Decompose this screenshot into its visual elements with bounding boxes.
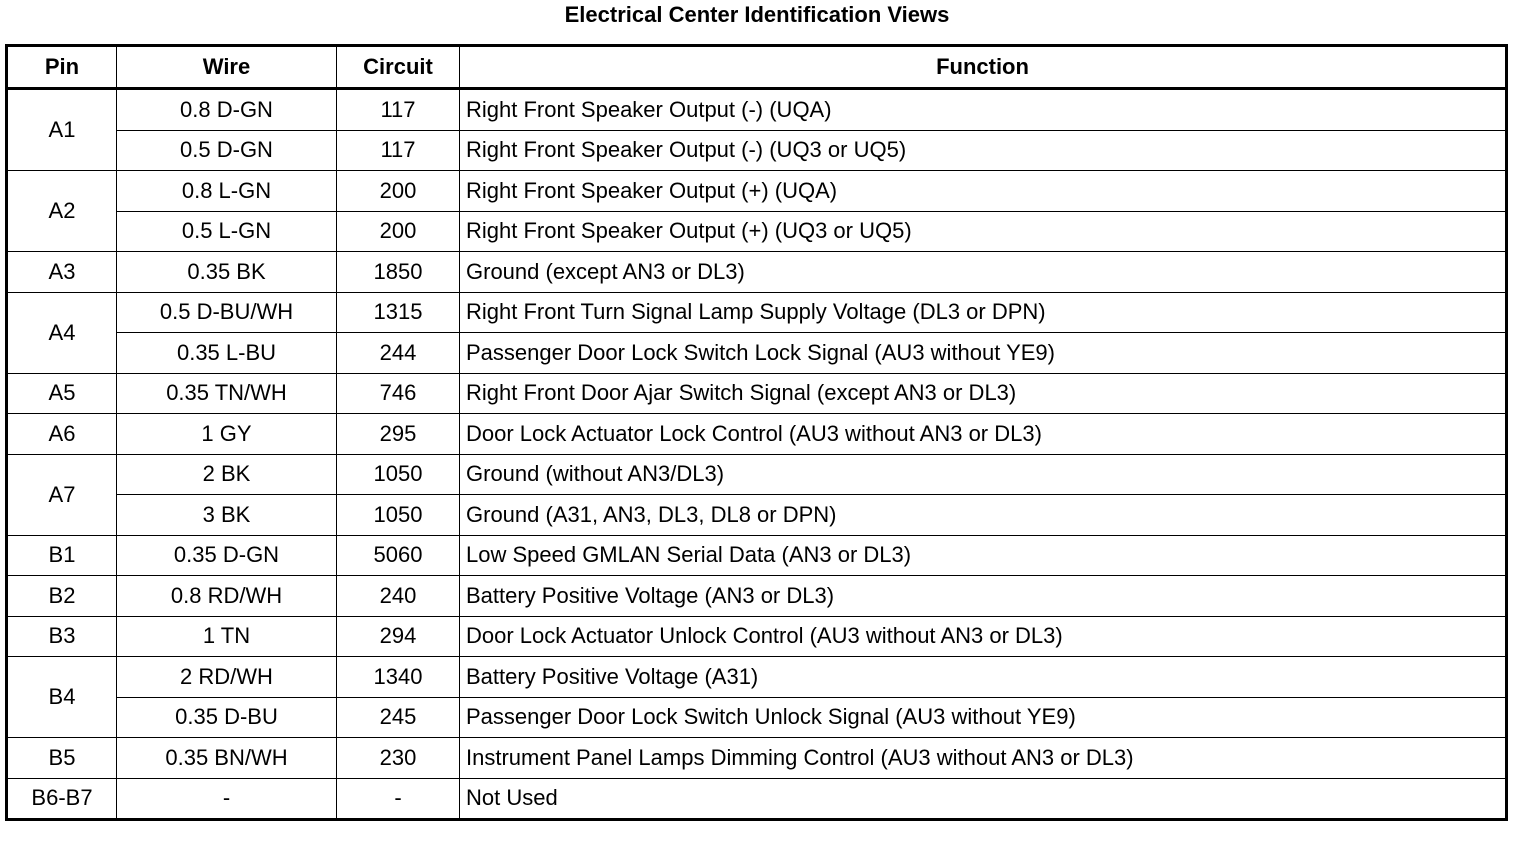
table-row	[7, 333, 1507, 374]
circuit-cell: 5060	[337, 535, 460, 576]
wire-cell: 3 BK	[117, 495, 337, 536]
function-cell: Right Front Door Ajar Switch Signal (except AN3 or DL3)	[460, 373, 1507, 414]
wire-cell: 0.5 D-BU/WH	[117, 292, 337, 333]
wire-cell: 2 BK	[117, 454, 337, 495]
table-row	[7, 535, 1507, 576]
pin-cell: A3	[7, 252, 117, 293]
circuit-cell: 200	[337, 211, 460, 252]
wire-cell: 0.35 TN/WH	[117, 373, 337, 414]
header-pin: Pin	[7, 46, 117, 89]
circuit-cell: 1315	[337, 292, 460, 333]
pin-cell: B3	[7, 616, 117, 657]
wire-cell: 0.35 L-BU	[117, 333, 337, 374]
function-cell: Battery Positive Voltage (AN3 or DL3)	[460, 576, 1507, 617]
pin-cell: A7	[7, 454, 117, 535]
pin-cell: B6-B7	[7, 778, 117, 820]
circuit-cell: 117	[337, 89, 460, 131]
circuit-cell: 240	[337, 576, 460, 617]
wire-cell: 0.8 L-GN	[117, 171, 337, 212]
circuit-cell: 244	[337, 333, 460, 374]
function-cell: Not Used	[460, 778, 1507, 820]
wire-cell: 0.35 D-GN	[117, 535, 337, 576]
pin-cell: A2	[7, 171, 117, 252]
circuit-cell: 230	[337, 738, 460, 779]
table-row	[7, 414, 1507, 455]
function-cell: Ground (without AN3/DL3)	[460, 454, 1507, 495]
table-row	[7, 495, 1507, 536]
table-row	[7, 697, 1507, 738]
table-row	[7, 657, 1507, 698]
function-cell: Right Front Turn Signal Lamp Supply Voltage (DL3 or DPN)	[460, 292, 1507, 333]
function-cell: Passenger Door Lock Switch Lock Signal (AU3 without YE9)	[460, 333, 1507, 374]
function-cell: Instrument Panel Lamps Dimming Control (AU3 without AN3 or DL3)	[460, 738, 1507, 779]
table-row	[7, 130, 1507, 171]
header-row	[7, 46, 1507, 89]
circuit-cell: 1340	[337, 657, 460, 698]
pin-cell: A5	[7, 373, 117, 414]
circuit-cell: 295	[337, 414, 460, 455]
table-row	[7, 292, 1507, 333]
table-row	[7, 211, 1507, 252]
table-body	[7, 89, 1507, 820]
table-row	[7, 373, 1507, 414]
header-function: Function	[460, 46, 1507, 89]
function-cell: Right Front Speaker Output (+) (UQA)	[460, 171, 1507, 212]
circuit-cell: 245	[337, 697, 460, 738]
pin-cell: B5	[7, 738, 117, 779]
table-row	[7, 89, 1507, 131]
pin-cell: A4	[7, 292, 117, 373]
page-title: Electrical Center Identification Views	[564, 2, 950, 27]
wire-cell: 0.5 D-GN	[117, 130, 337, 171]
pin-cell: B1	[7, 535, 117, 576]
wire-cell: 0.35 BK	[117, 252, 337, 293]
function-cell: Passenger Door Lock Switch Unlock Signal (AU3 without YE9)	[460, 697, 1507, 738]
pin-cell: B2	[7, 576, 117, 617]
circuit-cell: 1050	[337, 454, 460, 495]
wire-cell: 0.8 D-GN	[117, 89, 337, 131]
pin-cell: B4	[7, 657, 117, 738]
function-cell: Battery Positive Voltage (A31)	[460, 657, 1507, 698]
circuit-cell: -	[337, 778, 460, 820]
wire-cell: 1 GY	[117, 414, 337, 455]
pin-cell: A6	[7, 414, 117, 455]
wire-cell: -	[117, 778, 337, 820]
table-row	[7, 252, 1507, 293]
table-row	[7, 778, 1507, 820]
pin-table	[5, 44, 1508, 821]
header-wire: Wire	[117, 46, 337, 89]
wire-cell: 1 TN	[117, 616, 337, 657]
function-cell: Door Lock Actuator Unlock Control (AU3 without AN3 or DL3)	[460, 616, 1507, 657]
wire-cell: 0.5 L-GN	[117, 211, 337, 252]
circuit-cell: 1050	[337, 495, 460, 536]
circuit-cell: 200	[337, 171, 460, 212]
function-cell: Ground (A31, AN3, DL3, DL8 or DPN)	[460, 495, 1507, 536]
circuit-cell: 117	[337, 130, 460, 171]
table-row	[7, 738, 1507, 779]
function-cell: Right Front Speaker Output (+) (UQ3 or UQ5)	[460, 211, 1507, 252]
circuit-cell: 294	[337, 616, 460, 657]
table-row	[7, 171, 1507, 212]
function-cell: Low Speed GMLAN Serial Data (AN3 or DL3)	[460, 535, 1507, 576]
function-cell: Ground (except AN3 or DL3)	[460, 252, 1507, 293]
wire-cell: 2 RD/WH	[117, 657, 337, 698]
function-cell: Right Front Speaker Output (-) (UQ3 or UQ5)	[460, 130, 1507, 171]
circuit-cell: 1850	[337, 252, 460, 293]
header-circuit: Circuit	[337, 46, 460, 89]
function-cell: Door Lock Actuator Lock Control (AU3 without AN3 or DL3)	[460, 414, 1507, 455]
function-cell: Right Front Speaker Output (-) (UQA)	[460, 89, 1507, 131]
wire-cell: 0.35 BN/WH	[117, 738, 337, 779]
table-row	[7, 454, 1507, 495]
table-row	[7, 576, 1507, 617]
circuit-cell: 746	[337, 373, 460, 414]
pin-cell: A1	[7, 89, 117, 171]
table-row	[7, 616, 1507, 657]
wire-cell: 0.8 RD/WH	[117, 576, 337, 617]
wire-cell: 0.35 D-BU	[117, 697, 337, 738]
